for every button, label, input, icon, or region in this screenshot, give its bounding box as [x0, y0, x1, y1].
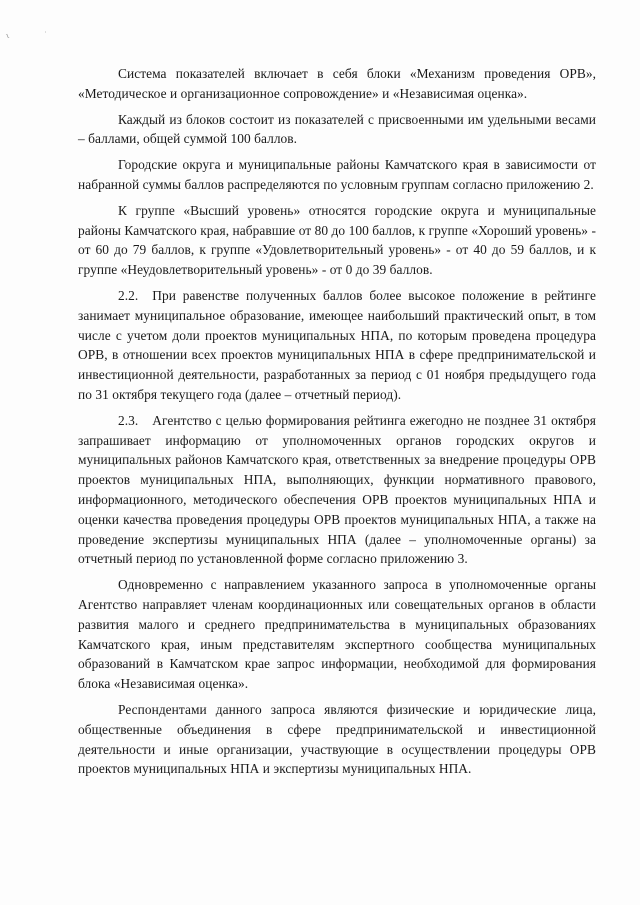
- document-body: [78, 64, 596, 785]
- paragraph-text: Респондентами данного запроса являются физические и юридические лица, общественные объединения в сфере предпринимательской и инвестиционной деятельности и иные организации, участвующие в осуществлении процедуры ОРВ проектов муниципальных НПА и экспертизы муниципальных НПА.: [78, 701, 596, 777]
- paragraph-text: К группе «Высший уровень» относятся городские округа и муниципальные районы Камчатского края, набравшие от 80 до 100 баллов, к группе «Хороший уровень» - от 60 до 79 баллов, к группе «Удовлетворительный уровень» - от 40 до 59 баллов, и к группе «Неудовлетворительный уровень» - от 0 до 39 баллов.: [78, 202, 596, 278]
- paragraph-2-3: [78, 411, 596, 569]
- paragraph-2-2: [78, 286, 596, 405]
- paragraph-weights: [78, 110, 596, 150]
- paragraph-number: 2.3.: [118, 412, 139, 428]
- paragraph-text: Городские округа и муниципальные районы Камчатского края в зависимости от набранной суммы баллов распределяются по условным группам согласно приложению 2.: [78, 157, 596, 192]
- paragraph-text: Агентство с целью формирования рейтинга ежегодно не позднее 31 октября запрашивает информацию от уполномоченных органов городских округов и муниципальных районов Камчатского края, ответственных за внедрение процедуры ОРВ проектов муниципальных НПА, выполняющих, функции нормативного правового, информационного, методического обеспечения ОРВ проектов муниципальных НПА и оценки качества проведения процедуры ОРВ проектов муниципальных НПА, а также на проведение экспертизы муниципальных НПА (далее – уполномоченные органы) за отчетный период по установленной форме согласно приложению 3.: [78, 412, 596, 567]
- paragraph-simultaneous-request: [78, 575, 596, 694]
- paragraph-levels: [78, 201, 596, 280]
- paragraph-text: Одновременно с направлением указанного запроса в уполномоченные органы Агентство направляет членам координационных или совещательных органов в области развития малого и среднего предпринимательства в муниципальных образованиях Камчатского края, иным представителям экспертного сообщества муниципальных образований в Камчатском крае запрос информации, необходимой для формирования блока «Независимая оценка».: [78, 577, 596, 692]
- margin-mark: ι: [4, 29, 11, 41]
- paragraph-respondents: [78, 700, 596, 779]
- margin-mark-top: ʿ: [44, 30, 47, 40]
- paragraph-text: При равенстве полученных баллов более высокое положение в рейтинге занимает муниципальное образование, имеющее наибольший практический опыт, в том числе с учетом доли проектов муниципальных НПА, по которым проведена процедура ОРВ, в отношении всех проектов муниципальных НПА в сфере предпринимательской и инвестиционной деятельности, разработанных за период с 01 ноября предыдущего года по 31 октября текущего года (далее – отчетный период).: [78, 287, 596, 402]
- paragraph-text: Каждый из блоков состоит из показателей с присвоенными им удельными весами – баллами, общей суммой 100 баллов.: [78, 111, 596, 147]
- paragraph-groups: [78, 155, 596, 195]
- paragraph-blocks: [78, 64, 596, 104]
- paragraph-text: Система показателей включает в себя блоки «Механизм проведения ОРВ», «Методическое и организационное сопровождение» и «Независимая оценка».: [78, 66, 596, 101]
- paragraph-number: 2.2.: [118, 287, 139, 303]
